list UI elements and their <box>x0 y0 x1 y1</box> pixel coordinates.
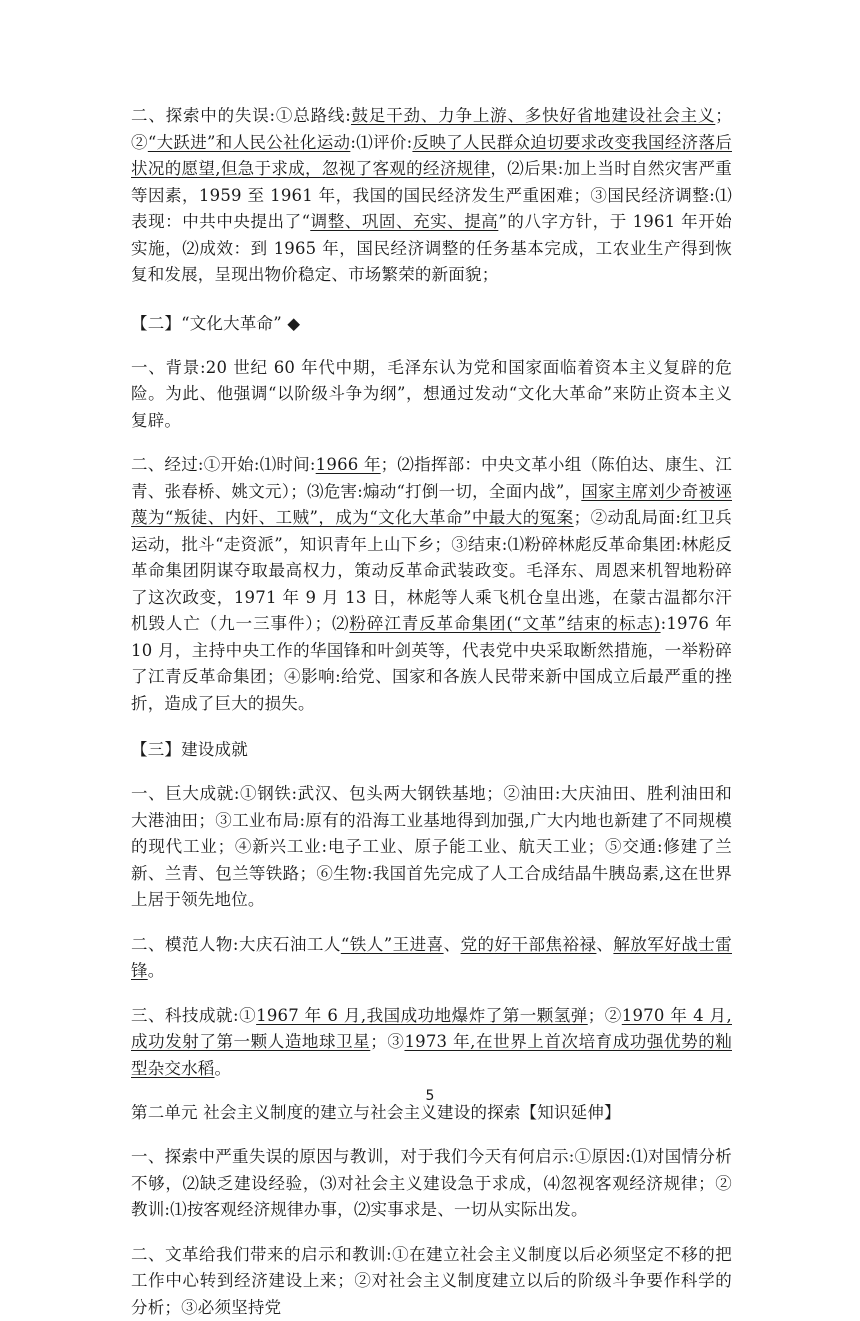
satellite-text: 1970 年 4 月,成功发射了第一颗人造地球卫星 <box>131 1006 732 1052</box>
section-heading-cultural-revolution: 【二】“文化大革命” ◆ <box>131 311 732 337</box>
paragraph-causes-lessons: 一、探索中严重失误的原因与教训，对于我们今天有何启示:①原因:⑴对国情分析不够，⑵缺乏建设经验，⑶对社会主义建设急于求成，⑷忽视客观经济规律；②教训:⑴按客观经济规律办事，⑵实事求是、一切从实际出发。 <box>131 1144 732 1224</box>
liu-shaoqi-text: 国家主席刘少奇被诬蔑为“叛徒、内奸、工贼”，成为“文化大革命”中最大的冤案 <box>131 482 732 528</box>
paragraph-tech-achievements: 三、科技成就:①1967 年 6 月,我国成功地爆炸了第一颗氢弹；②1970 年 4 月,成功发射了第一颗人造地球卫星；③1973 年,在世界上首次培育成功强优势的籼型杂交水稻。 <box>131 1003 732 1083</box>
lei-feng-text: 解放军好战士雷锋 <box>131 935 732 981</box>
iron-man-text: “铁人”王进喜 <box>341 935 444 954</box>
paragraph-background: 一、背景:20 世纪 60 年代中期，毛泽东认为党和国家面临着资本主义复辟的危险。为此、他强调“以阶级斗争为纲”，想通过发动“文化大革命”来防止资本主义复辟。 <box>131 355 732 435</box>
section-heading-achievements: 【三】建设成就 <box>131 737 732 763</box>
eight-character-policy: 调整、巩固、充实、提高 <box>310 212 498 231</box>
evaluation-text: 反映了人民群众迫切要求改变我国经济落后状况的愿望,但急于求成，忽视了客观的经济规律 <box>131 133 732 179</box>
end-marker-text: 粉碎江青反革命集团(“文革”结束的标志) <box>349 614 660 633</box>
paragraph-exploration-mistakes: 二、探索中的失误:①总路线:鼓足干劲、力争上游、多快好省地建设社会主义；②“大跃进”和人民公社化运动:⑴评价:反映了人民群众迫切要求改变我国经济落后状况的愿望,但急于求成，忽视了客观的经济规律，⑵后果:加上当时自然灾害严重等因素，1959 至 1961 年，我国的国民经济发生严重困难；③国民经济调整:⑴表现：中共中央提出了“调整、巩固、充实、提高”的八字方针，于 1961 年开始实施，⑵成效：到 1965 年，国民经济调整的任务基本完成，工农业生产得到恢复和发展，呈现出物价稳定、市场繁荣的新面貌； <box>131 103 732 289</box>
paragraph-cultural-revolution-lessons: 二、文革给我们带来的启示和教训:①在建立社会主义制度以后必须坚定不移的把工作中心转到经济建设上来；②对社会主义制度建立以后的阶级斗争要作科学的分析；③必须坚持党 <box>131 1242 732 1321</box>
jiao-yulu-text: 党的好干部焦裕禄 <box>461 935 597 954</box>
hybrid-rice-text: 1973 年,在世界上首次培育成功强优势的籼型杂交水稻 <box>131 1032 732 1078</box>
paragraph-process: 二、经过:①开始:⑴时间:1966 年；⑵指挥部：中央文革小组（陈伯达、康生、江青、张春桥、姚文元）；⑶危害:煽动“打倒一切，全面内战”，国家主席刘少奇被诬蔑为“叛徒、内奸、工贼”，成为“文化大革命”中最大的冤案；②动乱局面:红卫兵运动，批斗“走资派”，知识青年上山下乡；③结束:⑴粉碎林彪反革命集团:林彪反革命集团阴谋夺取最高权力，策动反革命武装政变。毛泽东、周恩来机智地粉碎了这次政变，1971 年 9 月 13 日，林彪等人乘飞机仓皇出逃，在蒙古温都尔汗机毁人亡（九一三事件）；⑵粉碎江青反革命集团(“文革”结束的标志):1976 年 10 月，主持中央工作的华国锋和叶剑英等，代表党中央采取断然措施，一举粉碎了江青反革命集团；④影响:给党、国家和各族人民带来新中国成立后最严重的挫折，造成了巨大的损失。 <box>131 452 732 717</box>
general-line-text: 鼓足干劲、力争上游、多快好省地建设社会主义 <box>351 106 715 125</box>
start-year-text: 1966 年 <box>316 455 381 474</box>
paragraph-major-achievements: 一、巨大成就:①钢铁:武汉、包头两大钢铁基地；②油田:大庆油田、胜利油田和大港油田；③工业布局:原有的沿海工业基地得到加强,广大内地也新建了不同规模的现代工业；④新兴工业:电子工业、原子能工业、航天工业；⑤交通:修建了兰新、兰青、包兰等铁路；⑥生物:我国首先完成了人工合成结晶牛胰岛素,这在世界上居于领先地位。 <box>131 781 732 914</box>
hydrogen-bomb-text: 1967 年 6 月,我国成功地爆炸了第一颗氢弹 <box>256 1006 588 1025</box>
great-leap-text: “大跃进”和人民公社化运动 <box>148 133 351 152</box>
unit-heading: 第二单元 社会主义制度的建立与社会主义建设的探索【知识延伸】 <box>131 1100 732 1126</box>
paragraph-model-figures: 二、模范人物:大庆石油工人“铁人”王进喜、党的好干部焦裕禄、解放军好战士雷锋。 <box>131 932 732 985</box>
page-number: 5 <box>0 1088 860 1104</box>
